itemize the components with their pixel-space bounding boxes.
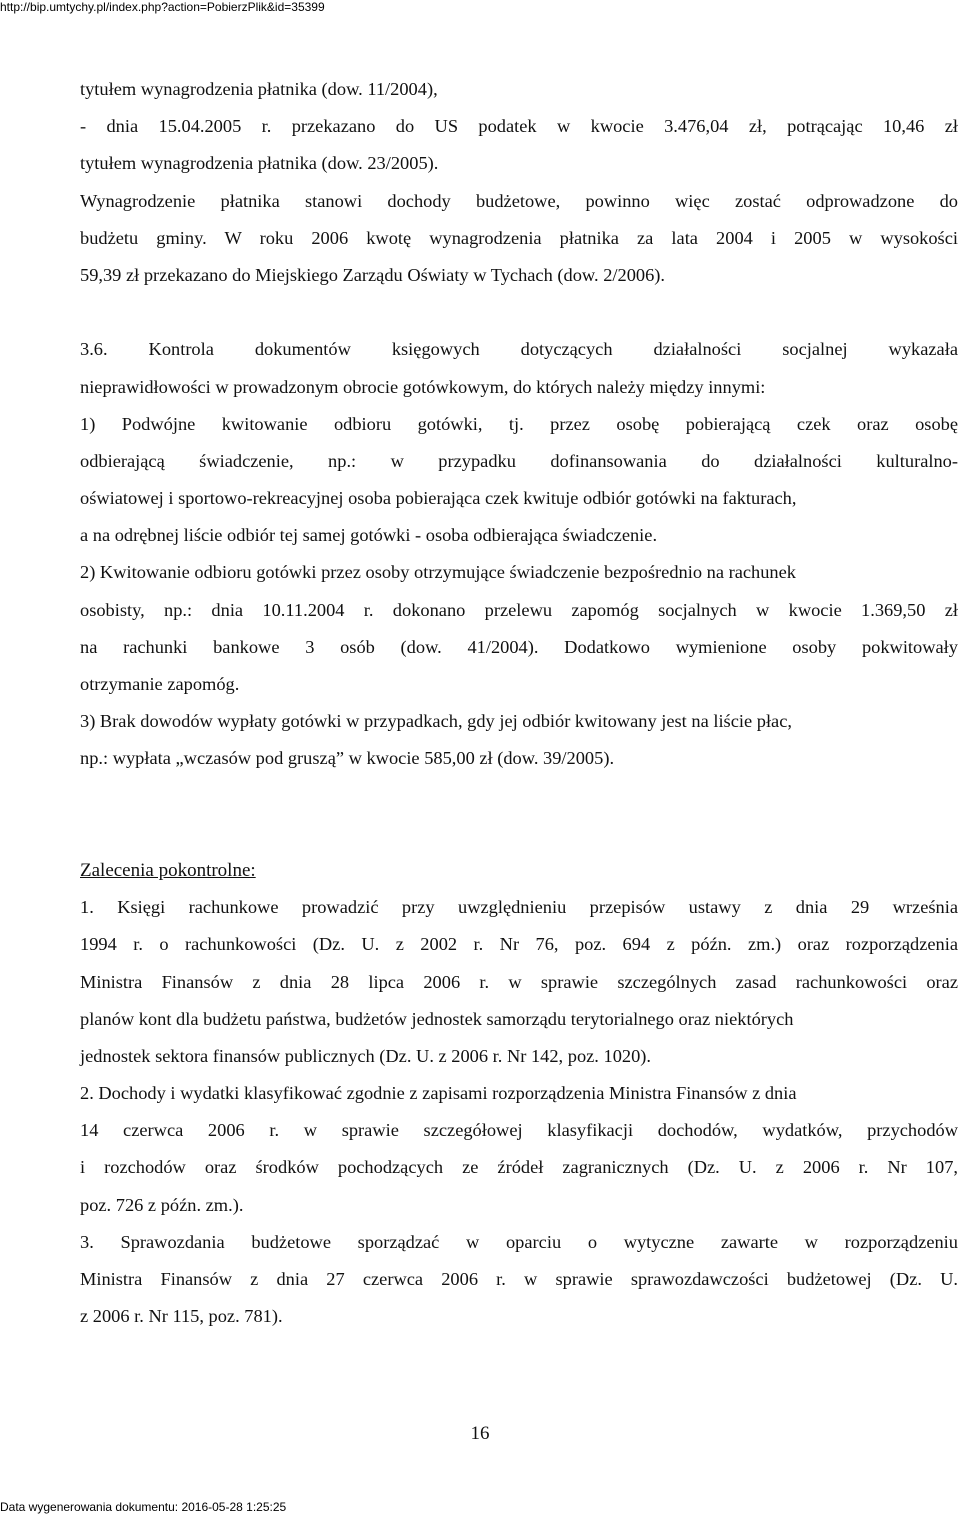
recommendation-line: 2. Dochody i wydatki klasyfikować zgodnie z zapisami rozporządzenia Ministra Finansów z dnia bbox=[80, 1083, 797, 1104]
body-line: osobisty, np.: dnia 10.11.2004 r. dokonano przelewu zapomóg socjalnych w kwocie 1.369,50 zł bbox=[80, 599, 958, 620]
body-line: Wynagrodzenie płatnika stanowi dochody budżetowe, powinno więc zostać odprowadzone do bbox=[80, 190, 958, 211]
recommendation-line: Ministra Finansów z dnia 28 lipca 2006 r. w sprawie szczególnych zasad rachunkowości oraz bbox=[80, 971, 958, 992]
recommendation-line: jednostek sektora finansów publicznych (Dz. U. z 2006 r. Nr 142, poz. 1020). bbox=[80, 1045, 651, 1066]
recommendations-heading: Zalecenia pokontrolne: bbox=[80, 859, 256, 881]
body-line: np.: wypłata „wczasów pod gruszą” w kwocie 585,00 zł (dow. 39/2005). bbox=[80, 748, 615, 769]
paragraph-spacer bbox=[80, 294, 958, 331]
body-line: 3.6. Kontrola dokumentów księgowych dotyczących działalności socjalnej wykazała bbox=[80, 339, 958, 360]
body-line: tytułem wynagrodzenia płatnika (dow. 23/2005). bbox=[80, 153, 439, 174]
page-number: 16 bbox=[470, 1423, 490, 1444]
body-line: 59,39 zł przekazano do Miejskiego Zarządu Oświaty w Tychach (dow. 2/2006). bbox=[80, 264, 665, 285]
recommendation-line: 3. Sprawozdania budżetowe sporządzać w oparciu o wytyczne zawarte w rozporządzeniu bbox=[80, 1231, 958, 1252]
body-line: 2) Kwitowanie odbioru gotówki przez osoby otrzymujące świadczenie bezpośrednio na rachunek bbox=[80, 562, 796, 583]
recommendation-line: i rozchodów oraz środków pochodzących ze źródeł zagranicznych (Dz. U. z 2006 r. Nr 107, bbox=[80, 1157, 958, 1178]
body-line: oświatowej i sportowo-rekreacyjnej osoba pobierająca czek kwituje odbiór gotówki na fakturach, bbox=[80, 488, 797, 509]
body-line: - dnia 15.04.2005 r. przekazano do US podatek w kwocie 3.476,04 zł, potrącając 10,46 zł bbox=[80, 116, 958, 137]
body-line: na rachunki bankowe 3 osób (dow. 41/2004). Dodatkowo wymienione osoby pokwitowały bbox=[80, 636, 958, 657]
print-url-header: http://bip.umtychy.pl/index.php?action=PobierzPlik&id=35399 bbox=[0, 0, 325, 14]
recommendation-line: 1. Księgi rachunkowe prowadzić przy uwzględnieniu przepisów ustawy z dnia 29 września bbox=[80, 897, 958, 918]
generation-timestamp: Data wygenerowania dokumentu: 2016-05-28 1:25:25 bbox=[0, 1500, 287, 1514]
recommendation-line: 14 czerwca 2006 r. w sprawie szczegółowej klasyfikacji dochodów, wydatków, przychodów bbox=[80, 1120, 958, 1141]
body-line: a na odrębnej liście odbiór tej samej gotówki - osoba odbierająca świadczenie. bbox=[80, 525, 658, 546]
body-line: 3) Brak dowodów wypłaty gotówki w przypadkach, gdy jej odbiór kwitowany jest na liście płac, bbox=[80, 711, 792, 732]
body-line: otrzymanie zapomóg. bbox=[80, 674, 240, 694]
recommendation-line: 1994 r. o rachunkowości (Dz. U. z 2002 r. Nr 76, poz. 694 z późn. zm.) oraz rozporządzenia bbox=[80, 934, 958, 955]
document-body bbox=[80, 71, 958, 1335]
body-line: odbierającą świadczenie, np.: w przypadku dofinansowania do działalności kulturalno- bbox=[80, 450, 958, 471]
paragraph-spacer bbox=[80, 815, 958, 852]
recommendation-line: Ministra Finansów z dnia 27 czerwca 2006 r. w sprawie sprawozdawczości budżetowej (Dz. U. bbox=[80, 1269, 958, 1289]
body-line: tytułem wynagrodzenia płatnika (dow. 11/2004), bbox=[80, 79, 438, 99]
recommendation-line: z 2006 r. Nr 115, poz. 781). bbox=[80, 1306, 283, 1327]
body-line: nieprawidłowości w prowadzonym obrocie gotówkowym, do których należy między innymi: bbox=[80, 376, 766, 397]
recommendation-line: planów kont dla budżetu państwa, budżetów jednostek samorządu terytorialnego oraz niektórych bbox=[80, 1008, 794, 1029]
paragraph-spacer bbox=[80, 778, 958, 815]
recommendation-line: poz. 726 z późn. zm.). bbox=[80, 1194, 244, 1215]
body-line: budżetu gminy. W roku 2006 kwotę wynagrodzenia płatnika za lata 2004 i 2005 w wysokości bbox=[80, 227, 958, 248]
body-line: 1) Podwójne kwitowanie odbioru gotówki, tj. przez osobę pobierającą czek oraz osobę bbox=[80, 413, 958, 434]
